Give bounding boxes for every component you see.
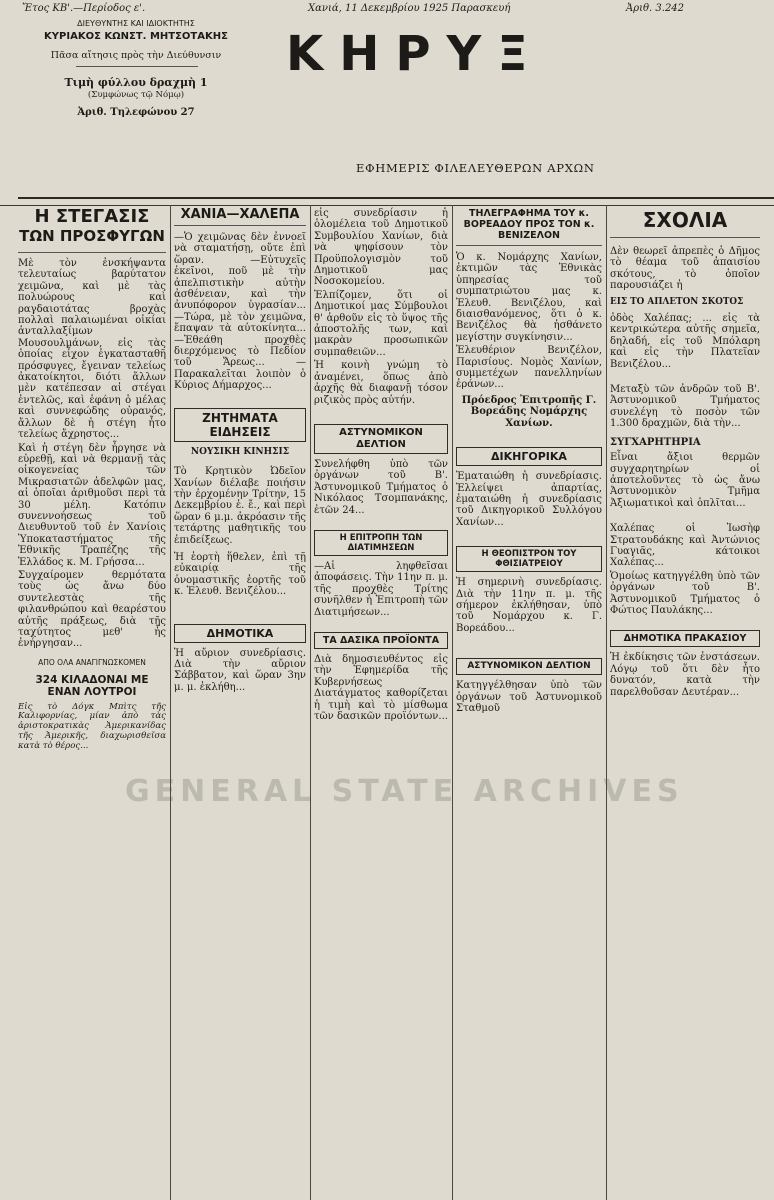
year-issue-text: Ἔτος ΚΒ'.—Περίοδος ε'. <box>22 3 146 14</box>
col5-subhead: ΕΙΣ ΤΟ ΑΠΛΕΤΟΝ ΣΚΟΤΟΣ <box>610 296 744 307</box>
col5-title-rule <box>610 237 760 238</box>
masthead-divider <box>76 66 198 67</box>
col3-box-3: ΤΑ ΔΑΣΙΚΑ ΠΡΟΪΟΝΤΑ <box>314 632 448 649</box>
masthead-rule <box>18 197 774 199</box>
col4-body-2: Ἐλευθέριον Βενιζέλον, Παρισίους. Νομὸς Χανίων, συμμετέχων πανελληνίων ἐράνων... <box>456 345 602 391</box>
col3-body-5: —Αἱ ληφθεῖσαι ἀποφάσεις. Τὴν 11ην π. μ. τῆς προχθὲς Τρίτης συνῆλθεν ἡ Ἐπιτροπὴ τῶν Διατιμήσεων... <box>314 560 448 618</box>
owner-name: ΚΥΡΙΑΚΟΣ ΚΩΝΣΤ. ΜΗΤΣΟΤΑΚΗΣ <box>44 31 228 42</box>
col4-box-3: ΑΣΤΥΝΟΜΙΚΟΝ ΔΕΛΤΙΟΝ <box>456 658 602 675</box>
col1-title-1: Η ΣΤΕΓΑΣΙΣ <box>34 206 150 227</box>
newspaper-subtitle: ΕΦΗΜΕΡΙΣ ΦΙΛΕΛΕΥΘΕΡΩΝ ΑΡΧΩΝ <box>356 161 595 175</box>
col5-subhead-2: ΣΥΓΧΑΡΗΤΗΡΙΑ <box>610 436 701 448</box>
price-line: Τιμὴ φύλλου δραχμὴ 1 <box>64 76 208 89</box>
col1-title-rule <box>18 252 166 253</box>
col1-body-3: Συγχαίρομεν θερμότατα τοὺς ὡς ἄνω δύο συντελεστὰς τῆς φιλανθρώπου καὶ θεαρέστου αὐτῆς πράξεως, διὰ τῆς ταχύτητος μεθ' ἧς ἐνήργησαν... <box>18 569 166 650</box>
col3-body-4: Συνελήφθη ὑπὸ τῶν ὀργάνων τοῦ Β'. Ἀστυνομικοῦ Τμήματος ὁ Νικόλαος Τσομπανάκης, ἐτῶν 24... <box>314 458 448 516</box>
column-rule-2 <box>310 205 311 1200</box>
col2-title-rule <box>174 225 306 226</box>
column-4 <box>456 208 602 716</box>
col2-box: ΖΗΤΗΜΑΤΑ ΕΙΔΗΣΕΙΣ <box>174 408 306 442</box>
col4-signature: Πρόεδρος Ἐπιτροπῆς Γ. Βορεάδης Νομάρχης Χανίων. <box>461 394 597 429</box>
col3-body-1: εἰς συνεδρίασιν ἡ ὁλομέλεια τοῦ Δημοτικοῦ Συμβουλίου Χανίων, διὰ νὰ ψηφίσουν τὸν Προϋπολογισμὸν τοῦ Δημοτικοῦ μας Νοσοκομείου. <box>314 208 448 288</box>
col4-title: ΤΗΛΕΓΡΑΦΗΜΑ ΤΟΥ κ. ΒΟΡΕΑΔΟΥ ΠΡΟΣ ΤΟΝ κ. ΒΕΝΙΖΕΛΟΝ <box>463 208 595 241</box>
col5-body-3: Μεταξὺ τῶν ἀνδρῶν τοῦ Β'. Ἀστυνομικοῦ Τμήματος συνελέγη τὸ ποσὸν τῶν 1.300 δραχμῶν, διὰ τὴν... <box>610 384 760 430</box>
col4-box: ΔΙΚΗΓΟΡΙΚΑ <box>456 447 602 466</box>
col3-body-6: Διὰ δημοσιευθέντος εἰς τὴν Ἐφημερίδα τῆς Κυβερνήσεως Διατάγματος καθορίζεται ἡ τιμὴ καὶ τὸ μίσθωμα τῶν δασικῶν προϊόντων... <box>314 653 448 722</box>
col1-body-4: Εἰς τὸ Δόγκ Μπὶτς τῆς Καλιφορνίας, μίαν ἀπὸ τὰς ἀριστοκρατικὰς Ἀμερικανίδας τῆς Ἀμερικῆς, διαχωρισθεῖσα κατὰ τὸ θέρος... <box>18 701 166 751</box>
col3-body-3: Ἡ κοινὴ γνώμη τὸ ἀναμένει, ὅπως ἀπὸ ἀρχῆς θὰ διαφανῇ τόσον ριζικὸς πρὸς αὐτήν. <box>314 360 448 406</box>
archive-watermark: GENERAL STATE ARCHIVES <box>125 774 684 809</box>
newspaper-title: ΚΗΡΥΞ <box>286 26 544 82</box>
col2-body-4: Ἡ αὔριον συνεδρίασις. Διὰ τὴν αὔριον Σάββατον, καὶ ὥραν 3ην μ. μ. ἐκλήθη... <box>174 647 306 693</box>
col3-box-2: Η ΕΠΙΤΡΟΠΗ ΤΩΝ ΔΙΑΤΙΜΗΣΕΩΝ <box>314 530 448 556</box>
director-label: ΔΙΕΥΘΥΝΤΗΣ ΚΑΙ ΙΔΙΟΚΤΗΤΗΣ <box>77 19 195 28</box>
col5-body-5: Χαλέπας οἱ Ἰωσὴφ Στρατουδάκης καὶ Ἀντώνιος Γυαγιᾶς, κάτοικοι Χαλέπας... <box>610 523 760 569</box>
col2-body-3: Ἡ ἑορτὴ ἥθελεν, ἐπὶ τῇ εὐκαιρίᾳ τῆς ὀνομαστικῆς ἑορτῆς τοῦ κ. Ἐλευθ. Βενιζέλου... <box>174 551 306 598</box>
col5-title: ΣΧΟΛΙΑ <box>642 208 728 232</box>
col5-box: ΔΗΜΟΤΙΚΑ ΠΡΑΚΑΣΙΟΥ <box>610 630 760 647</box>
col5-body-1: Δὲν θεωρεῖ ἀπρεπὲς ὁ Δῆμος τὸ θέαμα τοῦ ἀπαισίου σκότους, τὸ ὁποῖον παρουσιάζει ἡ <box>610 246 760 292</box>
masthead-left-block <box>18 19 254 167</box>
col2-body: —Ὁ χειμῶνας δὲν ἐννοεῖ νὰ σταματήσῃ, οὔτε ἐπὶ ὥραν. —Εὐτυχεῖς ἐκεῖνοι, ποῦ μὲ τὴν ἀπελπιστικὴν αὐτὴν ἀσθένειαν, καὶ τὴν ἀνυπόφορον ὑγρασίαν... —Τώρα, μὲ τὸν χειμῶνα, ἔπαψαν τὰ αὐτοκίνητα... —Ἐθεάθη προχθὲς διερχόμενος τὸ Πεδίον τοῦ Ἄρεως... —Παρακαλεῖται λοιπὸν ὁ Κύριος Δήμαρχος... <box>174 232 306 392</box>
col2-subhead: ΝΟΥΣΙΚΗ ΚΙΝΗΣΙΣ <box>190 446 290 457</box>
col2-body-2: Τὸ Κρητικὸν Ὠδεῖον Χανίων διέλαβε ποιήσιν τὴν ἐρχομένην Τρίτην, 15 Δεκεμβρίου ἐ. ἔ., καὶ περὶ ὥραν 6 μ.μ. ἀκρόασιν τῆς τετάρτης μαθητικῆς του ἐπιδείξεως. <box>174 466 306 546</box>
phone-line: Ἀριθ. Τηλεφώνου 27 <box>77 107 195 118</box>
col4-body-5: Κατηγγέλθησαν ὑπὸ τῶν ὀργάνων τοῦ Ἀστυνομικοῦ Σταθμοῦ <box>456 680 602 714</box>
column-3 <box>314 208 448 724</box>
col1-body-1: Μὲ τὸν ἐνσκήψαντα τελευταίως βαρύτατον χειμῶνα, καὶ μὲ τὰς πολυώρους καὶ ραγδαιοτάτας βροχὰς πολλαὶ παλαιωμέναι οἰκίαι ἀνταλλαξίμων Μουσουλμάνων, εἰς τὰς ὁποίας εἶχον ἐγκατασταθῆ πρόσφυγες, ἔγειναν τελείως ἀκατοίκητοι, διότι ἄλλων μὲν κατέπεσαν αἱ στέγαι ἐντελῶς, καὶ ἐφάνη ὁ μέλας καὶ συννεφώδης οὐρανός, ἄλλων δὲ ἡ στέγη ἦτο τελείως ἄχρηστος... <box>18 258 166 441</box>
column-1 <box>18 204 166 754</box>
col2-title-2: ΔΗΜΟΤΙΚΑ <box>174 624 306 643</box>
col1-title-2: ΤΩΝ ΠΡΟΣΦΥΓΩΝ <box>19 227 165 245</box>
column-rule-3 <box>452 205 453 1200</box>
col1-caption: ΑΠΟ ΟΛΑ ΑΝΑΓΙΓΝΩΣΚΟΜΕΝ <box>38 657 146 667</box>
col4-title-rule <box>456 245 602 246</box>
col2-title: ΧΑΝΙΑ—ΧΑΛΕΠΑ <box>180 207 300 222</box>
col1-body-2: Καὶ ἡ στέγη δὲν ἦργησε νὰ εὑρεθῇ, καὶ νὰ θερμανῇ τὰς οἰκογενείας τῶν Μικρασιατῶν ἀδελφῶν μας, αἱ ὁποῖαι ἀριθμοῦσι περὶ τὰ 30 μέλη. Κατόπιν συνεννοήσεως τοῦ Διευθυντοῦ τοῦ ἐν Χανίοις Ὑποκαταστήματος τῆς Ἐθνικῆς Τραπέζης τῆς Ἑλλάδος κ. Μ. Γρήσσα... <box>18 442 166 568</box>
col3-box: ΑΣΤΥΝΟΜΙΚΟΝ ΔΕΛΤΙΟΝ <box>314 424 448 454</box>
col5-body-7: Ἡ ἐκδίκησις τῶν ἐνστάσεων. Λόγῳ τοῦ ὅτι δὲν ἦτο δυνατόν, κατὰ τὴν παρελθοῦσαν Δευτέραν... <box>610 652 760 698</box>
issue-number-text: Ἀριθ. 3.242 <box>626 3 685 14</box>
address-line: Πᾶσα αἴτησις πρὸς τὴν Διεύθυνσιν <box>50 50 222 61</box>
column-2 <box>174 208 306 695</box>
col4-body-4: Ἡ σημερινὴ συνεδρίασις. Διὰ τὴν 11ην π. μ. τῆς σήμερον ἐκλήθησαν, ὑπὸ τοῦ Νομάρχου κ. Γ. Βορεάδου... <box>456 577 602 634</box>
column-rule-4 <box>606 205 607 1200</box>
col1-title-3: 324 ΚΙΛΑΔΟΝΑΙ ΜΕ ΕΝΑΝ ΛΟΥΤΡΟΙ <box>35 673 149 698</box>
col5-body-2: ὁδὸς Χαλέπας; ... εἰς τὰ κεντρικώτερα αὐτῆς σημεῖα, δηλαδή, εἰς τοῦ Μπόλαρη καὶ εἰς τὴν Πλατεῖαν Βενιζέλου... <box>610 313 760 370</box>
price-sub: (Συμφώνως τῷ Νόμῳ) <box>87 90 185 100</box>
date-city-text: Χανιά, 11 Δεκεμβρίου 1925 Παρασκευή <box>308 3 511 14</box>
col4-box-2: Η ΘΕΟΠΙΣΤΡΟΝ ΤΟΥ ΦΘΙΣΙΑΤΡΕΙΟΥ <box>456 546 602 572</box>
column-rule-1 <box>170 205 171 1200</box>
col5-body-4: Εἶναι ἄξιοι θερμῶν συγχαρητηρίων οἱ ἀποτελοῦντες τὸ ὡς ἄνω Ἀστυνομικὸν Τμῆμα Ἀξιωματικοὶ καὶ ὁπλῖται... <box>610 452 760 509</box>
col5-body-6: Ὁμοίως κατηγγέλθη ὑπὸ τῶν ὀργάνων τοῦ Β'. Ἀστυνομικοῦ Τμήματος ὁ Φώτιος Παυλάκης... <box>610 570 760 616</box>
col4-body-1: Ὁ κ. Νομάρχης Χανίων, ἐκτιμῶν τὰς Ἐθνικὰς ὑπηρεσίας τοῦ συμπατριώτου μας κ. Ἐλευθ. Βενιζέλου, καὶ διαισθανόμενος, ὅτι ὁ κ. Βενιζέλος θὰ ἠσθάνετο μεγίστην συγκίνησιν... <box>456 252 602 343</box>
column-5 <box>610 208 760 700</box>
col4-body-3: Ἐματαιώθη ἡ συνεδρίασις. Ἐλλείψει ἀπαρτίας, ἐματαιώθη ἡ συνεδρίασις τοῦ Δικηγορικοῦ Συλλόγου Χανίων... <box>456 471 602 528</box>
col3-body-2: Ἐλπίζομεν, ὅτι οἱ Δημοτικοί μας Σύμβουλοι θ' ἀρθοῦν εἰς τὸ ὕψος τῆς ἀποστολῆς των, καὶ μακρὰν προσωπικῶν συμπαθειῶν... <box>314 289 448 358</box>
